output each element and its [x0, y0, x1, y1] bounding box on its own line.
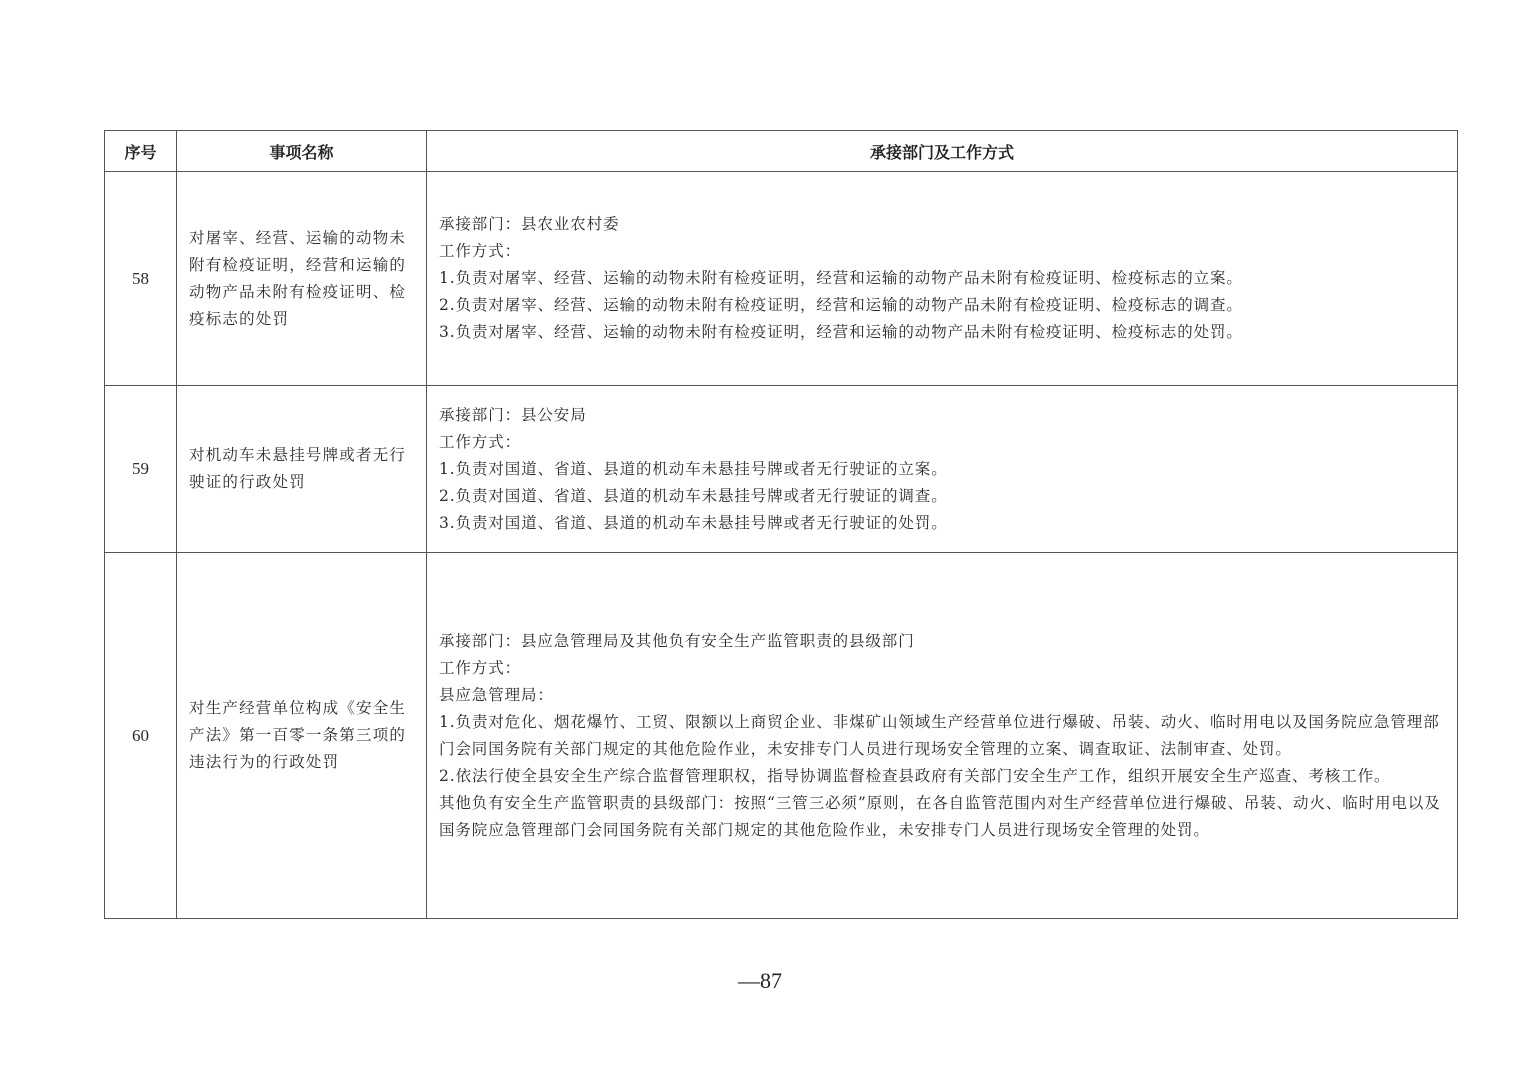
header-matter-name: 事项名称	[177, 131, 427, 172]
row-matter-name: 对生产经营单位构成《安全生产法》第一百零一条第三项的违法行为的行政处罚	[177, 553, 427, 919]
method-line: 3.负责对屠宰、经营、运输的动物未附有检疫证明，经营和运输的动物产品未附有检疫证明、检疫标志的处罚。	[439, 323, 1243, 341]
method-line: 工作方式：	[439, 432, 522, 451]
row-matter-name: 对机动车未悬挂号牌或者无行驶证的行政处罚	[177, 386, 427, 553]
method-line: 1.负责对国道、省道、县道的机动车未悬挂号牌或者无行驶证的立案。	[439, 459, 948, 478]
method-line: 1.负责对危化、烟花爆竹、工贸、限额以上商贸企业、非煤矿山领域生产经营单位进行爆破、吊装、动火、临时用电以及国务院应急管理部门会同国务院有关部门规定的其他危险作业，未安排专门人员进行现场安全管理的立案、调查取证、法制审查、处罚。	[439, 712, 1440, 758]
method-line: 工作方式：	[439, 658, 522, 677]
header-serial-number: 序号	[105, 131, 177, 172]
method-line: 2.依法行使全县安全生产综合监督管理职权，指导协调监督检查县政府有关部门安全生产工作，组织开展安全生产巡查、考核工作。	[439, 766, 1391, 785]
table-row	[105, 386, 1458, 553]
method-line: 县应急管理局：	[439, 685, 554, 704]
matters-table	[104, 130, 1458, 919]
method-line: 承接部门：县农业农村委	[439, 215, 620, 233]
method-line: 承接部门：县公安局	[439, 405, 587, 424]
row-department-and-method	[427, 172, 1458, 386]
row-department-and-method	[427, 386, 1458, 553]
method-line: 3.负责对国道、省道、县道的机动车未悬挂号牌或者无行驶证的处罚。	[439, 513, 948, 532]
header-department-and-method: 承接部门及工作方式	[427, 131, 1458, 172]
method-line: 2.负责对屠宰、经营、运输的动物未附有检疫证明，经营和运输的动物产品未附有检疫证明、检疫标志的调查。	[439, 296, 1243, 314]
table-row	[105, 553, 1458, 919]
method-line: 2.负责对国道、省道、县道的机动车未悬挂号牌或者无行驶证的调查。	[439, 486, 948, 505]
page-number: —87	[738, 968, 782, 993]
row-department-and-method	[427, 553, 1458, 919]
row-serial-number: 58	[105, 172, 177, 386]
method-line: 1.负责对屠宰、经营、运输的动物未附有检疫证明，经营和运输的动物产品未附有检疫证明、检疫标志的立案。	[439, 269, 1243, 287]
row-serial-number: 60	[105, 553, 177, 919]
table-header-row	[105, 131, 1458, 172]
method-line: 其他负有安全生产监管职责的县级部门：按照“三管三必须”原则，在各自监管范围内对生产经营单位进行爆破、吊装、动火、临时用电以及国务院应急管理部门会同国务院有关部门规定的其他危险作业，未安排专门人员进行现场安全管理的处罚。	[439, 793, 1441, 839]
method-line: 承接部门：县应急管理局及其他负有安全生产监管职责的县级部门	[439, 631, 915, 650]
table-row	[105, 172, 1458, 386]
row-serial-number: 59	[105, 386, 177, 553]
method-line: 工作方式：	[439, 242, 522, 260]
row-matter-name: 对屠宰、经营、运输的动物未附有检疫证明，经营和运输的动物产品未附有检疫证明、检疫标志的处罚	[177, 172, 427, 386]
